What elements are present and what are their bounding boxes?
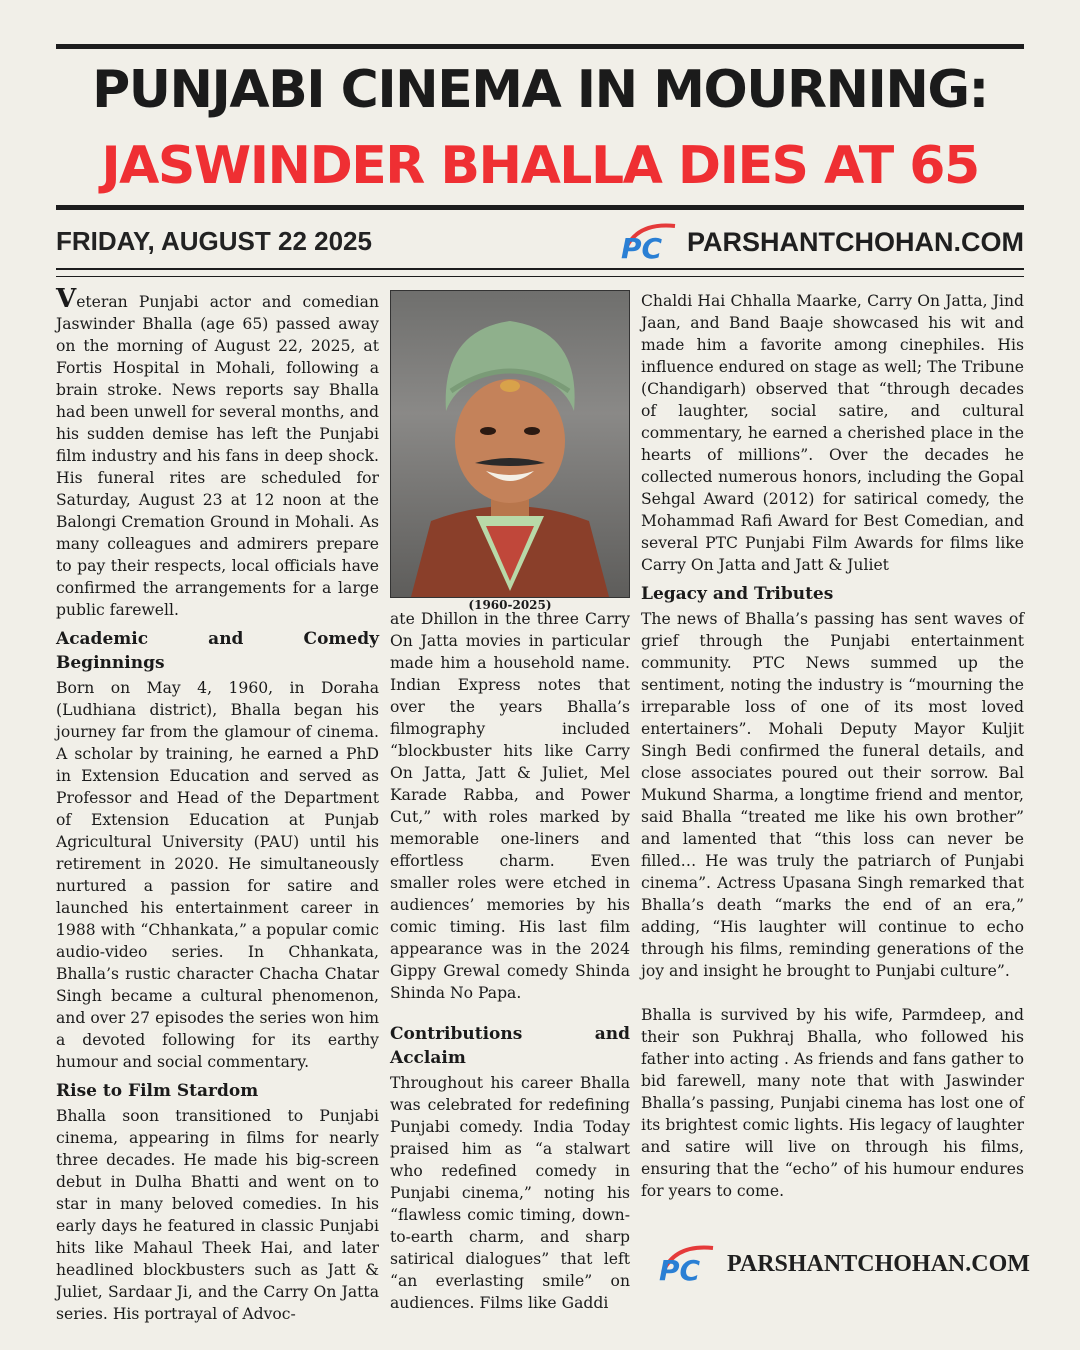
heading-contrib: Contributions and Acclaim [390,1024,630,1068]
header-brand[interactable] [617,220,1024,264]
heading-legacy: Legacy and Tributes [641,584,834,604]
top-rule [56,44,1024,49]
article-column-1 [56,284,379,1325]
logo-text: PC [659,1254,701,1286]
photo-caption: (1960-2025) [468,598,552,612]
headline-line-1: PUNJABI CINEMA IN MOURNING: [92,60,988,120]
pc-logo-icon [617,220,679,264]
rise-paragraph: Bhalla soon transitioned to Punjabi cinema, appearing in films for nearly three decades. He made his big-screen debut in Dulha Bhatti and went on to star in many beloved comedies. In his early days he featured in classic Punjabi hits like Mahaul Theek Hai, and later headlined blockbusters such as Jatt & Juliet, Sardaar Ji, and the Carry On Jatta series. His portrayal of Advoc- [56,1107,379,1323]
brand-name: PARSHANTCHOHAN.COM [687,226,1024,257]
headline-line-2: JASWINDER BHALLA DIES AT 65 [101,136,979,196]
article-column-3 [641,290,1024,1202]
dateline-rule-2 [56,276,1024,277]
heading-academic: Academic and Comedy Beginnings [56,629,379,673]
drop-cap: V [56,284,77,314]
footer-brand[interactable] [655,1242,1030,1286]
heading-rise: Rise to Film Stardom [56,1081,259,1101]
headline-bottom-rule [56,205,1024,210]
dateline: FRIDAY, AUGUST 22 2025 [56,226,372,256]
portrait-photo [390,290,630,598]
col2-continuation: ate Dhillon in the three Carry On Jatta movies in particular made him a household name. Indian Express notes that over the years Bhalla’s filmography included “blockbuster hits like Carry On Jatta, Jatt & Juliet, Mel Karade Rabba, and Power Cut,” with roles marked by memorable one-liners and effortless charm. Even smaller roles were etched in audiences’ memories by his comic timing. His last film appearance was in the 2024 Gippy Grewal comedy Shinda Shinda No Papa. [390,610,630,1002]
pc-logo-icon [655,1242,717,1286]
contrib-paragraph: Throughout his career Bhalla was celebrated for redefining Punjabi comedy. India Today praised him as “a stalwart who redefined comedy in Punjabi cinema,” noting his “flawless comic timing, down-to-earth charm, and sharp satirical dialogues” that left “an everlasting smile” on audiences. Films like Gaddi [390,1074,630,1312]
academic-paragraph: Born on May 4, 1960, in Doraha (Ludhiana district), Bhalla began his journey far from the glamour of cinema. A scholar by training, he earned a PhD in Extension Education and served as Professor and Head of the Department of Extension Education at Punjab Agricultural University (PAU) until his retirement in 2020. He simultaneously nurtured a passion for satire and launched his entertainment career in 1988 with “Chhankata,” a popular comic audio-video series. In Chhankata, Bhalla’s rustic character Chacha Chatar Singh became a cultural phenomenon, and over 27 episodes the series won him a devoted following for its earthy humour and social commentary. [56,679,379,1071]
col3-continuation: Chaldi Hai Chhalla Maarke, Carry On Jatta, Jind Jaan, and Band Baaje showcased his wit and made him a favorite among cinephiles. His influence endured on stage as well; The Tribune (Chandigarh) observed that “through decades of laughter, social satire, and cultural commentary, he earned a cherished place in the hearts of millions”. Over the decades he collected numerous honors, including the Gopal Sehgal Award (2012) for satirical comedy, the Mohammad Rafi Award for Best Comedian, and several PTC Punjabi Film Awards for films like Carry On Jatta and Jatt & Juliet [641,292,1024,574]
footer-brand-name: PARSHANTCHOHAN.COM [727,1250,1030,1277]
survived-paragraph: Bhalla is survived by his wife, Parmdeep, and their son Pukhraj Bhalla, who followed his father into acting ￼. As friends and fans gather to bid farewell, many note that with Jaswinder Bhalla’s passing, Punjabi cinema has lost one of its brightest comic lights. His legacy of laughter and satire will live on through his films, ensuring that the “echo” of his humour endures for years to come. [641,1006,1024,1200]
intro-paragraph: Veteran Punjabi actor and comedian Jaswinder Bhalla (age 65) passed away on the morning of August 22, 2025, at Fortis Hospital in Mohali, following a brain stroke. News reports say Bhalla had been unwell for several months, and his sudden demise has left the Punjabi film industry and his fans in deep shock. His funeral rites are scheduled for Saturday, August 23 at 12 noon at the Balongi Cremation Ground in Mohali. As many colleagues and admirers prepare to pay their respects, local officials have confirmed the arrangements for a large public farewell. [56,284,379,619]
legacy-paragraph: The news of Bhalla’s passing has sent waves of grief through the Punjabi entertainment community. PTC News summed up the sentiment, noting the industry is “mourning the irreparable loss of one of its most loved entertainers”. Mohali Deputy Mayor Kuljit Singh Bedi confirmed the funeral details, and close associates poured out their sorrow. Bal Mukund Sharma, a longtime friend and mentor, said Bhalla “treated me like his own brother” and lamented that “this loss can never be filled… He was truly the patriarch of Punjabi cinema”. Actress Upasana Singh remarked that Bhalla’s death “marks the end of an era,” adding, “His laughter will continue to echo through his films, reminding generations of the joy and insight he brought to Punjabi culture”. [641,610,1024,980]
logo-text: PC [621,232,663,264]
dateline-rule-1 [56,268,1024,270]
article-column-2 [390,290,630,1314]
